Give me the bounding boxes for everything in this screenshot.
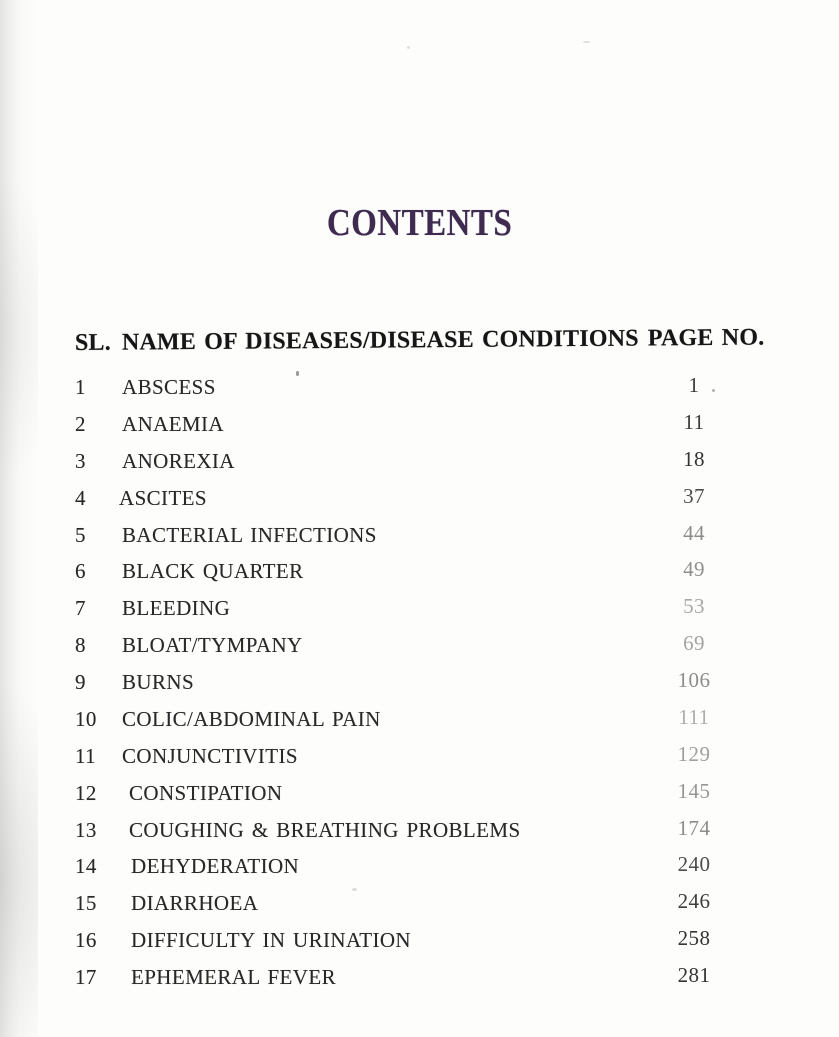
toc-row-page: 1 xyxy=(688,373,700,397)
toc-rows xyxy=(75,373,776,1003)
toc-row-sl: 5 xyxy=(75,522,86,547)
toc-row xyxy=(75,668,776,708)
scan-speckle xyxy=(407,46,410,49)
toc-row-sl: 8 xyxy=(75,633,86,658)
toc-row-page: 145 xyxy=(677,778,711,803)
toc-row xyxy=(75,926,776,966)
toc-header-page: PAGE NO. xyxy=(647,324,765,352)
toc-row xyxy=(75,594,776,634)
toc-row xyxy=(75,815,776,856)
toc-row-sl: 7 xyxy=(75,596,86,621)
toc-row-page: 246 xyxy=(677,889,711,914)
toc-row xyxy=(75,520,776,561)
toc-row-name: CONSTIPATION xyxy=(129,780,283,805)
toc-row-sl: 2 xyxy=(75,411,86,436)
toc-row-page: 240 xyxy=(677,852,711,877)
page-gutter-shadow xyxy=(0,0,38,1037)
toc-row xyxy=(75,704,776,745)
toc-row-page: 106 xyxy=(677,668,711,692)
toc-row-sl: 11 xyxy=(75,743,97,768)
toc-row-sl: 4 xyxy=(75,485,86,510)
toc-row-name: COUGHING & BREATHING PROBLEMS xyxy=(129,817,521,842)
toc-header-name: NAME OF DISEASES/DISEASE CONDITIONS xyxy=(121,325,639,356)
page-title: CONTENTS xyxy=(326,202,513,244)
toc-row-sl: 3 xyxy=(75,448,86,473)
toc-row-sl: 12 xyxy=(75,780,97,805)
toc-row-sl: 17 xyxy=(75,965,97,989)
toc-row xyxy=(75,373,776,413)
toc-row-name: ASCITES xyxy=(119,485,207,510)
toc-row-name: DEHYDERATION xyxy=(131,854,300,879)
toc-row-name: BLEEDING xyxy=(122,596,231,621)
toc-row-page: 18 xyxy=(683,446,705,471)
toc-row xyxy=(75,852,776,892)
toc-row-name: ABSCESS xyxy=(122,375,216,399)
toc-row-page: 49 xyxy=(683,557,705,582)
toc-row xyxy=(75,963,776,1003)
toc-row-page: 37 xyxy=(683,483,705,508)
scan-speckle xyxy=(583,41,590,43)
toc-row-page: 258 xyxy=(677,926,711,951)
toc-row-page: 53 xyxy=(683,594,705,619)
toc-row-name: CONJUNCTIVITIS xyxy=(122,743,298,768)
toc-row xyxy=(75,557,776,597)
toc-row xyxy=(75,741,776,782)
toc-row xyxy=(75,483,776,524)
toc-row-page: 44 xyxy=(683,520,705,545)
toc-row-sl: 9 xyxy=(75,670,86,694)
toc-row-name: ANAEMIA xyxy=(122,411,224,436)
toc-row-page: 11 xyxy=(683,409,705,434)
toc-row-page: 111 xyxy=(678,704,710,729)
toc-row-name: BLACK QUARTER xyxy=(122,559,304,584)
toc-row-sl: 15 xyxy=(75,891,97,916)
toc-row-name: BACTERIAL INFECTIONS xyxy=(122,522,377,547)
toc-row-sl: 1 xyxy=(75,375,86,399)
toc-row xyxy=(75,889,776,929)
toc-row-page: 174 xyxy=(677,815,711,840)
toc-row-name: DIARRHOEA xyxy=(131,891,259,916)
toc-row-name: DIFFICULTY IN URINATION xyxy=(131,928,411,953)
toc-row-sl: 16 xyxy=(75,928,97,953)
toc-row-page: 281 xyxy=(677,963,711,987)
toc-row-name: COLIC/ABDOMINAL PAIN xyxy=(122,706,381,731)
toc-row-page: 129 xyxy=(677,741,711,766)
toc-row-name: EPHEMERAL FEVER xyxy=(131,965,336,989)
toc-row xyxy=(75,446,776,487)
toc-row-sl: 14 xyxy=(75,854,97,879)
toc-row-sl: 6 xyxy=(75,559,86,584)
toc-row-name: BLOAT/TYMPANY xyxy=(122,633,303,658)
toc-row xyxy=(75,631,776,671)
toc-header-sl: SL. xyxy=(74,329,111,357)
contents-table xyxy=(74,324,776,1003)
toc-row-name: ANOREXIA xyxy=(122,448,235,473)
toc-header-row xyxy=(75,324,776,357)
toc-row xyxy=(75,778,776,819)
toc-row xyxy=(75,409,776,450)
toc-row-sl: 13 xyxy=(75,817,97,842)
toc-row-page: 69 xyxy=(683,631,705,656)
toc-row-sl: 10 xyxy=(75,706,97,731)
toc-row-name: BURNS xyxy=(122,670,195,694)
